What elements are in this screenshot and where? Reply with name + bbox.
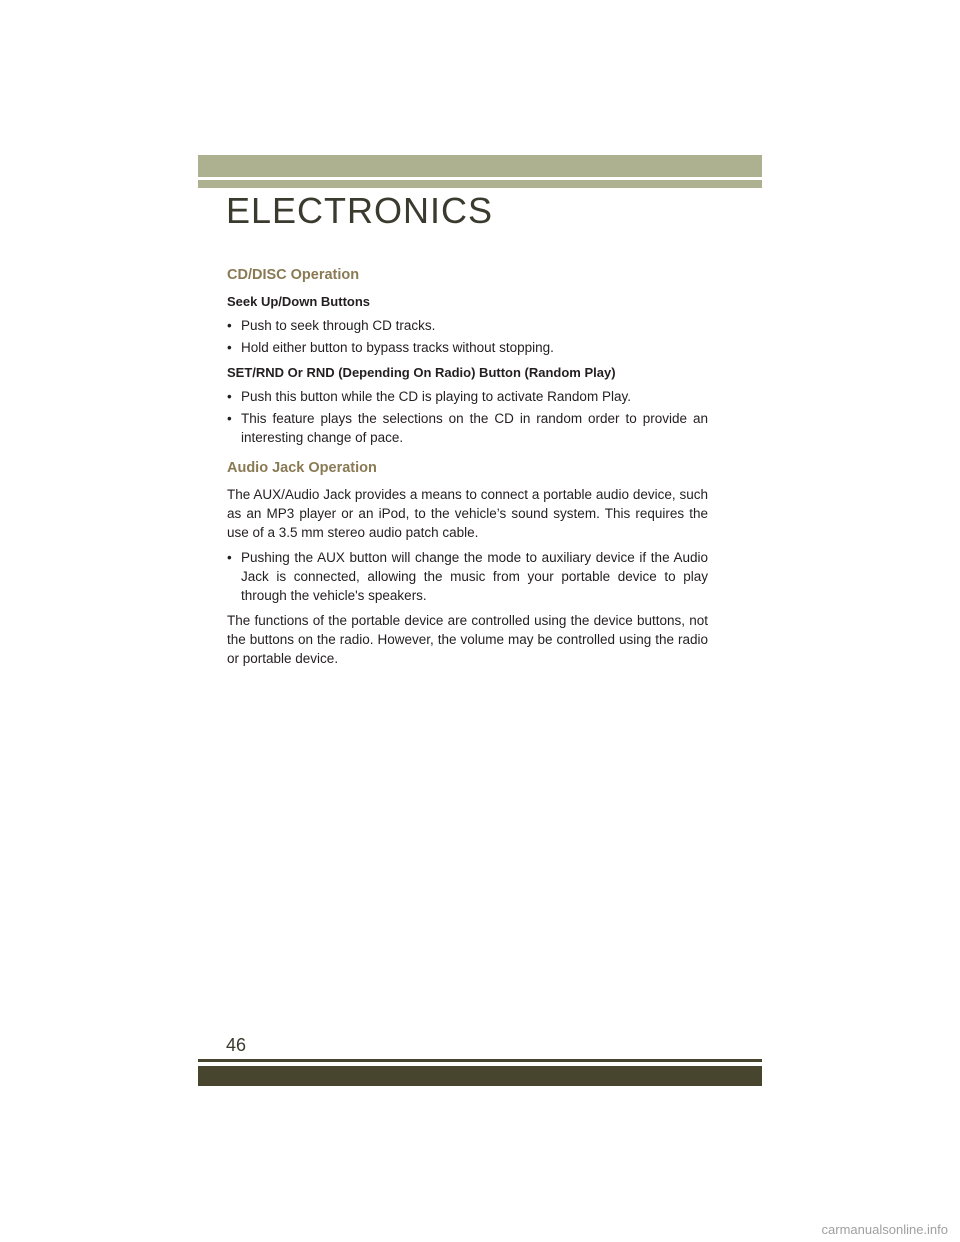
watermark-text: carmanualsonline.info <box>821 1222 948 1237</box>
set-bullet-list <box>227 387 708 447</box>
aux-bullet-list <box>227 548 708 605</box>
list-item: • This feature plays the selections on the CD in random order to provide an interesting change of pace. <box>227 409 708 447</box>
page-number: 46 <box>226 1035 247 1055</box>
section-heading-aux: Audio Jack Operation <box>227 460 377 476</box>
seek-bullet-list <box>227 316 708 357</box>
list-item: • Push to seek through CD tracks. <box>227 316 708 335</box>
section-heading-cd: CD/DISC Operation <box>227 267 360 283</box>
aux-paragraph-2: The functions of the portable device are controlled using the device buttons, not the buttons on the radio. However, the volume may be controlled using the radio or portable device. <box>227 613 708 666</box>
watermark <box>0 1222 960 1237</box>
subheading-set-rnd: SET/RND Or RND (Depending On Radio) Button (Random Play) <box>227 365 616 380</box>
footer-rule <box>198 1059 762 1062</box>
list-item: • Push this button while the CD is playing to activate Random Play. <box>227 387 708 406</box>
footer-band <box>198 1066 762 1086</box>
list-item: • Pushing the AUX button will change the mode to auxiliary device if the Audio Jack is connected, allowing the music from your portable device to play through the vehicle's speakers. <box>227 548 708 605</box>
chapter-title: ELECTRONICS <box>226 190 494 231</box>
header-rule <box>198 180 762 188</box>
aux-paragraph-1: The AUX/Audio Jack provides a means to connect a portable audio device, such as an MP3 player or an iPod, to the vehicle’s sound system. This requires the use of a 3.5 mm stereo audio patch cable. <box>227 487 708 540</box>
header-band <box>198 155 762 177</box>
list-item: • Hold either button to bypass tracks without stopping. <box>227 338 708 357</box>
subheading-seek: Seek Up/Down Buttons <box>227 294 371 309</box>
page-content <box>227 266 708 674</box>
